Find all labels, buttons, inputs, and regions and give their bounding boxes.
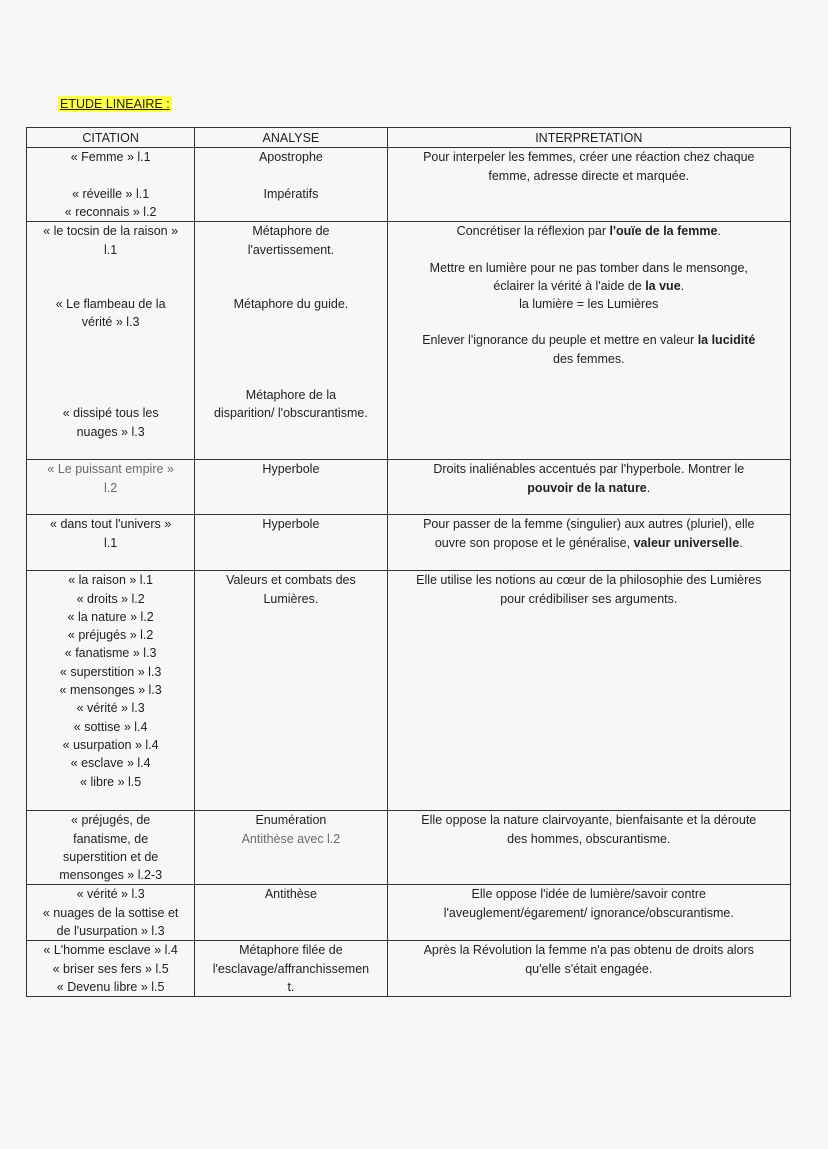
analyse-line: Métaphore du guide. [233, 296, 349, 311]
analyse-line: disparition/ l'obscurantisme. [213, 406, 368, 421]
interpretation-line: pouvoir de la nature. [527, 480, 651, 495]
citation-line: l.2 [104, 480, 118, 495]
citation-line: de l'usurpation » l.3 [56, 924, 165, 939]
citation-line: « briser ses fers » l.5 [52, 961, 169, 976]
citation-line: « fanatisme » l.3 [64, 646, 157, 661]
citation-line: fanatisme, de [73, 831, 149, 846]
citation-cell [27, 515, 195, 571]
citation-line: « préjugés » l.2 [67, 628, 154, 643]
analyse-line: Antithèse avec l.2 [241, 831, 341, 846]
analyse-line: Métaphore filée de [239, 943, 343, 958]
analyse-cell [195, 571, 387, 811]
citation-line: « sottise » l.4 [73, 719, 148, 734]
citation-cell [27, 460, 195, 515]
analyse-cell [195, 222, 387, 460]
interpretation-cell [387, 460, 790, 515]
spacer [199, 167, 382, 185]
header-interpretation: INTERPRETATION [387, 128, 790, 148]
interpretation-line: Enlever l'ignorance du peuple et mettre en valeur la lucidité [422, 333, 756, 348]
citation-line: « réveille » l.1 [72, 186, 150, 201]
header-citation: CITATION [27, 128, 195, 148]
interpretation-cell [387, 571, 790, 811]
citation-line: « Le puissant empire » [47, 462, 174, 477]
interpretation-line: éclairer la vérité à l'aide de la vue. [493, 278, 685, 293]
interpretation-cell [387, 941, 790, 997]
analyse-cell [195, 811, 387, 885]
analyse-line: t. [287, 980, 295, 995]
interpretation-line: Pour passer de la femme (singulier) aux autres (pluriel), elle [423, 517, 755, 532]
analyse-line: Lumières. [263, 591, 319, 606]
citation-line: « Devenu libre » l.5 [56, 980, 165, 995]
analyse-cell [195, 885, 387, 941]
analyse-cell [195, 460, 387, 515]
citation-line: l.1 [104, 535, 118, 550]
interpretation-line: Concrétiser la réflexion par l'ouïe de la femme. [456, 224, 721, 239]
interpretation-line: Après la Révolution la femme n'a pas obtenu de droits alors [423, 943, 754, 958]
table-row [27, 515, 791, 571]
analyse-line: Hyperbole [262, 517, 320, 532]
analysis-table [26, 127, 791, 997]
table-row [27, 148, 791, 222]
citation-line: « Femme » l.1 [70, 150, 151, 165]
page-title: ETUDE LINEAIRE : [60, 97, 170, 111]
citation-line: « reconnais » l.2 [64, 204, 157, 219]
citation-cell [27, 885, 195, 941]
citation-line: « la nature » l.2 [67, 609, 154, 624]
citation-line: « droits » l.2 [76, 591, 145, 606]
citation-cell [27, 811, 195, 885]
analyse-line: Impératifs [263, 186, 319, 201]
citation-cell [27, 571, 195, 811]
header-analyse: ANALYSE [195, 128, 387, 148]
citation-line: « dans tout l'univers » [50, 517, 172, 532]
analyse-line: Métaphore de [252, 224, 330, 239]
interpretation-line: Elle oppose l'idée de lumière/savoir contre [471, 887, 707, 902]
table-row [27, 941, 791, 997]
interpretation-cell [387, 811, 790, 885]
interpretation-line: Mettre en lumière pour ne pas tomber dans le mensonge, [429, 260, 748, 275]
interpretation-line: Elle oppose la nature clairvoyante, bienfaisante et la déroute [421, 813, 757, 828]
citation-cell [27, 222, 195, 460]
interpretation-line: la lumière = les Lumières [519, 297, 659, 312]
table-row [27, 222, 791, 460]
citation-line: « vérité » l.3 [76, 701, 145, 716]
citation-line: vérité » l.3 [81, 315, 140, 330]
analyse-line: Métaphore de la [245, 388, 337, 403]
interpretation-line: pour crédibiliser ses arguments. [500, 591, 678, 606]
citation-line: « mensonges » l.3 [59, 683, 162, 698]
analyse-line: Hyperbole [262, 462, 320, 477]
citation-line: « dissipé tous les [62, 406, 159, 421]
citation-line: « le tocsin de la raison » [43, 224, 179, 239]
interpretation-line: Droits inaliénables accentués par l'hyperbole. Montrer le [433, 462, 745, 477]
citation-line: mensonges » l.2-3 [59, 868, 163, 883]
table-row [27, 811, 791, 885]
interpretation-line: Pour interpeler les femmes, créer une réaction chez chaque [423, 150, 755, 165]
citation-line: « la raison » l.1 [68, 573, 154, 588]
interpretation-cell [387, 222, 790, 460]
citation-line: « superstition » l.3 [59, 664, 162, 679]
citation-line: l.1 [104, 242, 118, 257]
table-row [27, 571, 791, 811]
spacer [31, 167, 190, 185]
citation-line: nuages » l.3 [76, 424, 145, 439]
interpretation-cell [387, 515, 790, 571]
analyse-cell [195, 941, 387, 997]
citation-line: « L'homme esclave » l.4 [43, 943, 178, 958]
table-row [27, 885, 791, 941]
interpretation-cell [387, 885, 790, 941]
analyse-line: Antithèse [264, 887, 317, 902]
analyse-line: Enumération [255, 813, 327, 828]
citation-line: « libre » l.5 [80, 774, 142, 789]
interpretation-line: des femmes. [553, 351, 625, 366]
interpretation-line: l'aveuglement/égarement/ ignorance/obscurantisme. [443, 905, 734, 920]
citation-line: « vérité » l.3 [76, 887, 145, 902]
citation-line: « esclave » l.4 [70, 756, 151, 771]
citation-cell [27, 148, 195, 222]
analyse-line: l'esclavage/affranchissemen [212, 961, 370, 976]
interpretation-line: qu'elle s'était engagée. [525, 961, 653, 976]
analyse-line: Valeurs et combats des [226, 573, 356, 588]
analyse-line: Apostrophe [258, 150, 323, 165]
citation-line: « usurpation » l.4 [62, 737, 159, 752]
table-header-row [27, 128, 791, 148]
analyse-cell [195, 515, 387, 571]
citation-line: superstition et de [63, 849, 159, 864]
interpretation-line: ouvre son propose et le généralise, valeur universelle. [434, 535, 743, 550]
interpretation-line: des hommes, obscurantisme. [507, 831, 671, 846]
analyse-cell [195, 148, 387, 222]
table-row [27, 460, 791, 515]
citation-line: « préjugés, de [71, 813, 151, 828]
analyse-line: l'avertissement. [247, 242, 335, 257]
citation-cell [27, 941, 195, 997]
interpretation-cell [387, 148, 790, 222]
interpretation-line: femme, adresse directe et marquée. [488, 168, 690, 183]
citation-line: « Le flambeau de la [55, 296, 166, 311]
interpretation-line: Elle utilise les notions au cœur de la philosophie des Lumières [416, 573, 762, 588]
citation-line: « nuages de la sottise et [42, 905, 179, 920]
